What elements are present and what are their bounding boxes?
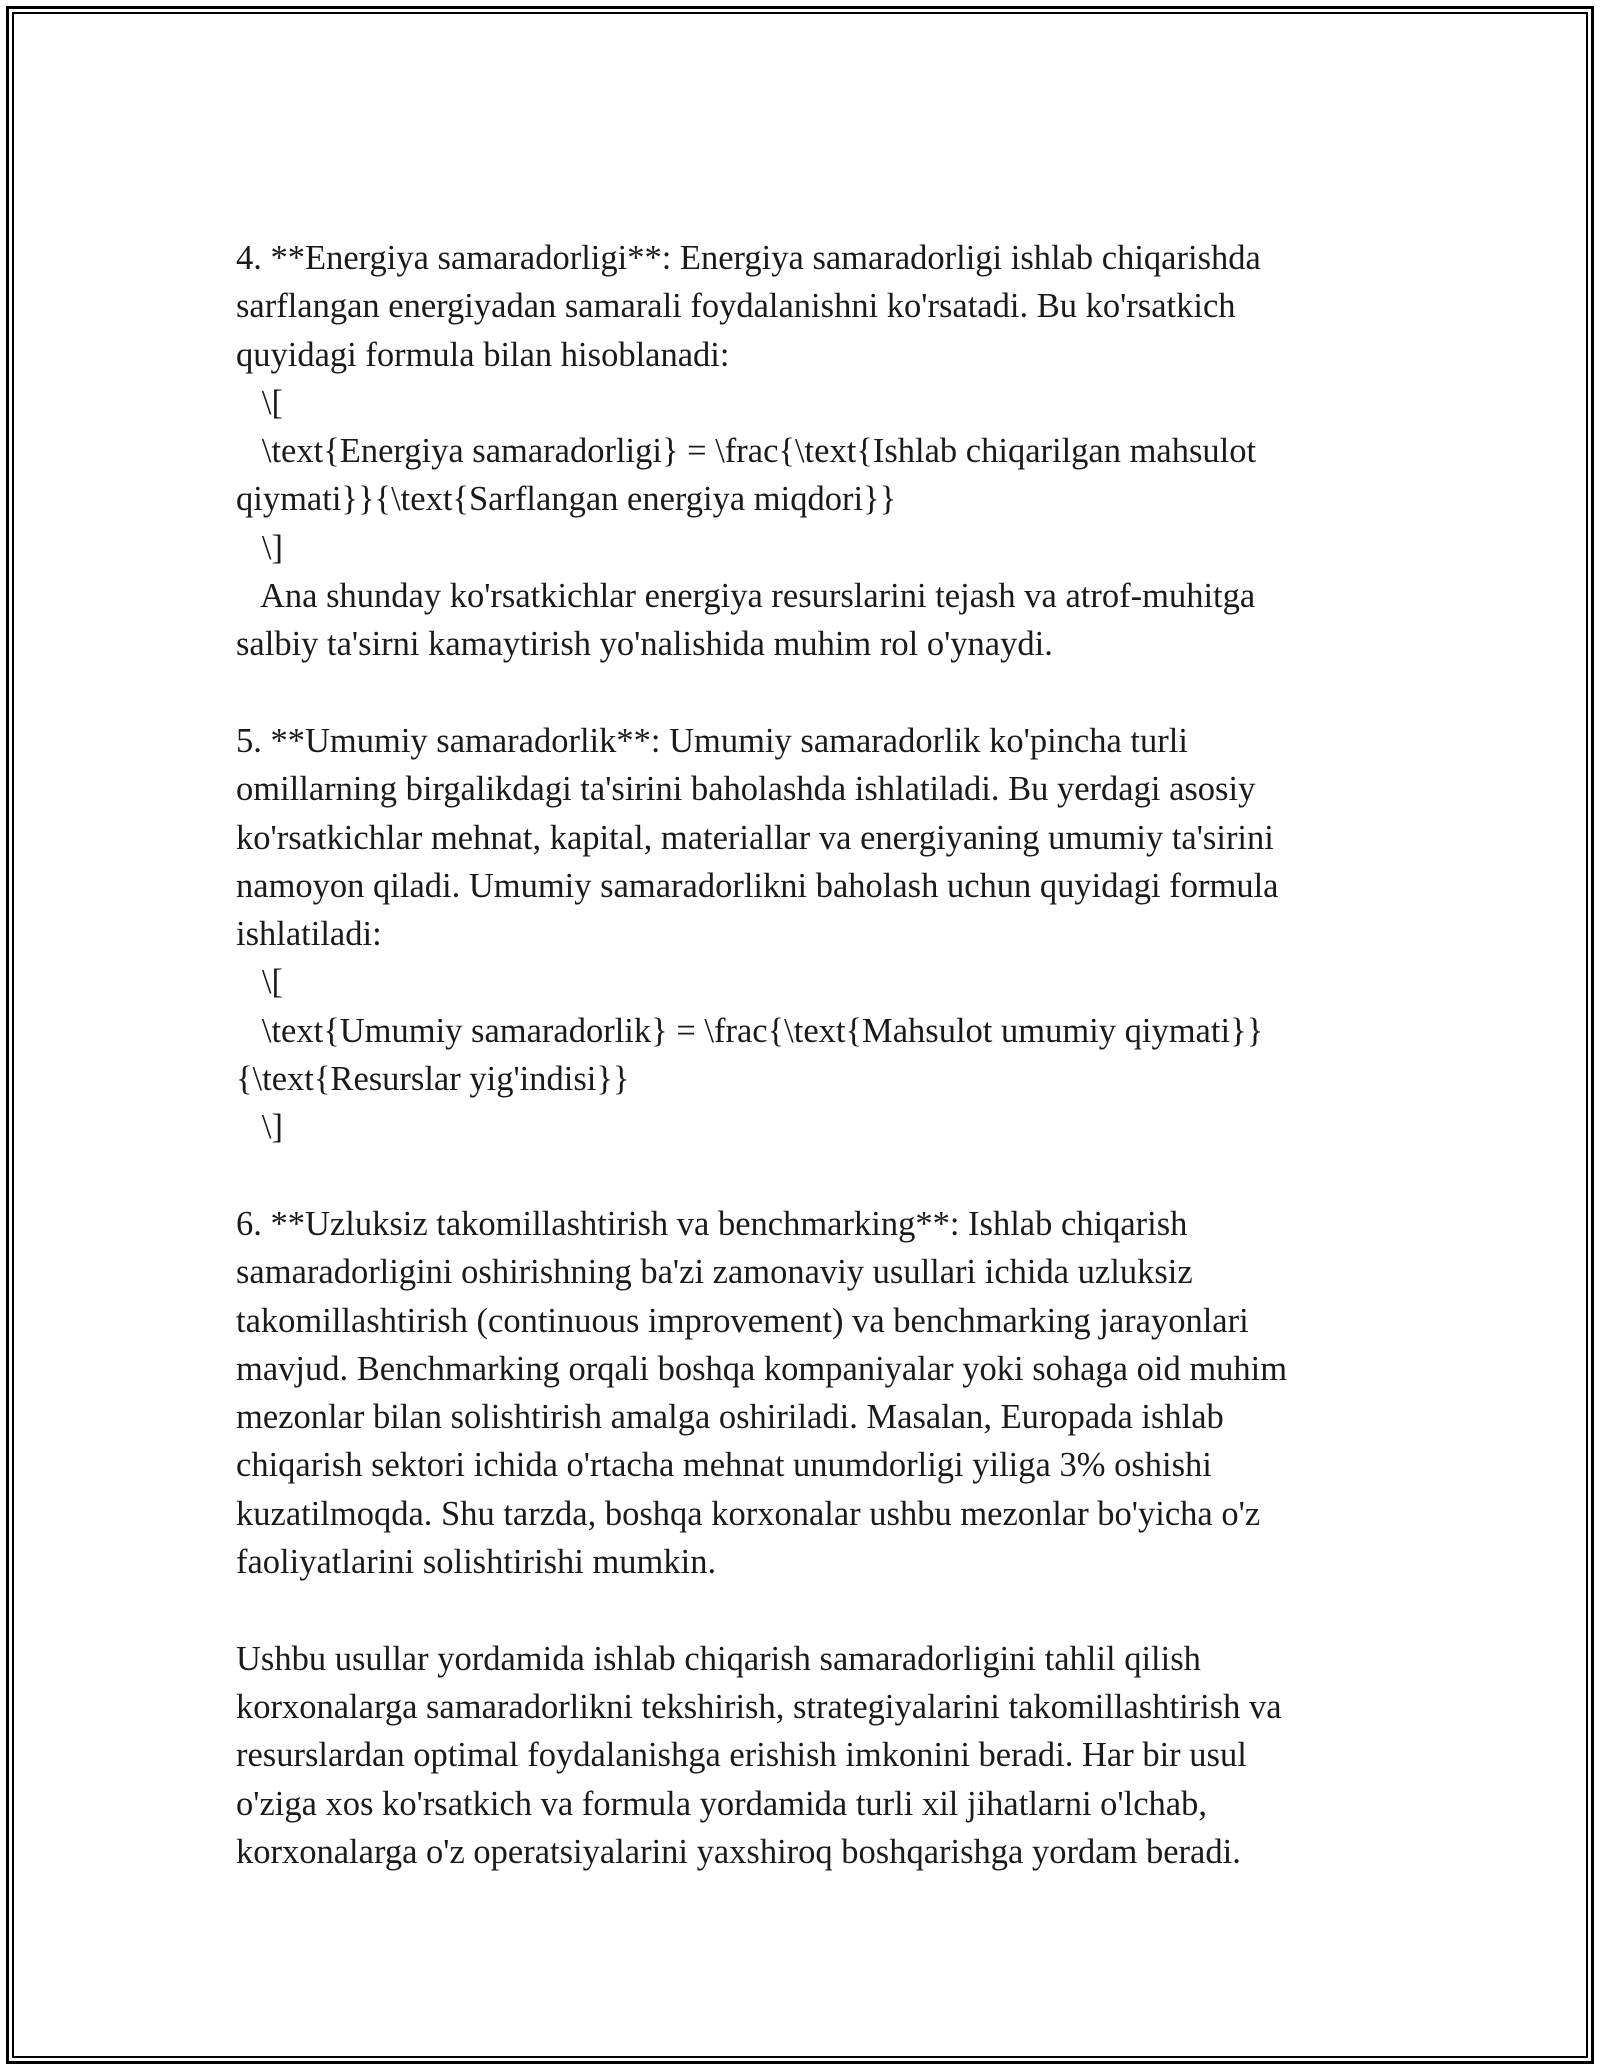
text-line: korxonalarga o'z operatsiyalarini yaxshiroq boshqarishga yordam beradi. [236,1832,1241,1871]
text-line: 4. **Energiya samaradorligi**: Energiya samaradorligi ishlab chiqarishda [236,239,1261,277]
text-line: korxonalarga samaradorlikni tekshirish, strategiyalarini takomillashtirish va [236,1687,1282,1726]
text-line: mavjud. Benchmarking orqali boshqa kompaniyalar yoki sohaga oid muhim [236,1349,1288,1388]
text-line: kuzatilmoqda. Shu tarzda, boshqa korxonalar ushbu mezonlar bo'yicha o'z [236,1494,1261,1533]
text-line: omillarning birgalikdagi ta'sirini baholashda ishlatiladi. Bu yerdagi asosiy [236,770,1256,809]
paragraph-conclusion [236,1635,1366,1876]
formula-line: qiymati}}{\text{Sarflangan energiya miqdori}} [236,480,897,519]
text-line: Ushbu usullar yordamida ishlab chiqarish samaradorligini tahlil qilish [236,1639,1201,1678]
formula-line: \[ [236,383,283,422]
text-line: sarflangan energiyadan samarali foydalanishni ko'rsatadi. Bu ko'rsatkich [236,287,1236,326]
paragraph-energy-efficiency [236,234,1366,669]
paragraph-spacer [236,669,1366,717]
formula-line: {\text{Resurslar yig'indisi}} [236,1060,630,1099]
text-line: takomillashtirish (continuous improvement) va benchmarking jarayonlari [236,1301,1249,1340]
formula-line: \text{Umumiy samaradorlik} = \frac{\text{Mahsulot umumiy qiymati}} [236,1011,1264,1050]
text-line: resurslardan optimal foydalanishga erishish imkonini beradi. Har bir usul [236,1736,1247,1775]
paragraph-overall-efficiency [236,717,1366,1152]
text-line: ishlatiladi: [236,915,382,954]
text-line: quyidagi formula bilan hisoblanadi: [236,335,730,374]
text-line: o'ziga xos ko'rsatkich va formula yordamida turli xil jihatlarni o'lchab, [236,1784,1207,1823]
text-line: ko'rsatkichlar mehnat, kapital, materiallar va energiyaning umumiy ta'sirini [236,818,1274,857]
text-line: mezonlar bilan solishtirish amalga oshiriladi. Masalan, Europada ishlab [236,1398,1224,1437]
formula-line: \] [236,1108,283,1147]
text-line: Ana shunday ko'rsatkichlar energiya resurslarini tejash va atrof-muhitga [236,577,1256,616]
paragraph-spacer [236,1586,1366,1634]
text-line: chiqarish sektori ichida o'rtacha mehnat unumdorligi yiliga 3% oshishi [236,1446,1212,1485]
formula-line: \[ [236,963,283,1002]
text-line: samaradorligini oshirishning ba'zi zamonaviy usullari ichida uzluksiz [236,1253,1193,1292]
text-line: salbiy ta'sirni kamaytirish yo'nalishida muhim rol o'ynaydi. [236,625,1053,664]
text-line: namoyon qiladi. Umumiy samaradorlikni baholash uchun quyidagi formula [236,866,1279,905]
text-line: 6. **Uzluksiz takomillashtirish va benchmarking**: Ishlab chiqarish [236,1204,1188,1243]
formula-line: \text{Energiya samaradorligi} = \frac{\text{Ishlab chiqarilgan mahsulot [236,432,1257,471]
paragraph-spacer [236,1152,1366,1200]
document-body [236,234,1366,1876]
paragraph-continuous-improvement [236,1200,1366,1586]
formula-line: \] [236,528,283,567]
text-line: 5. **Umumiy samaradorlik**: Umumiy samaradorlik ko'pincha turli [236,721,1188,760]
text-line: faoliyatlarini solishtirishi mumkin. [236,1543,717,1582]
